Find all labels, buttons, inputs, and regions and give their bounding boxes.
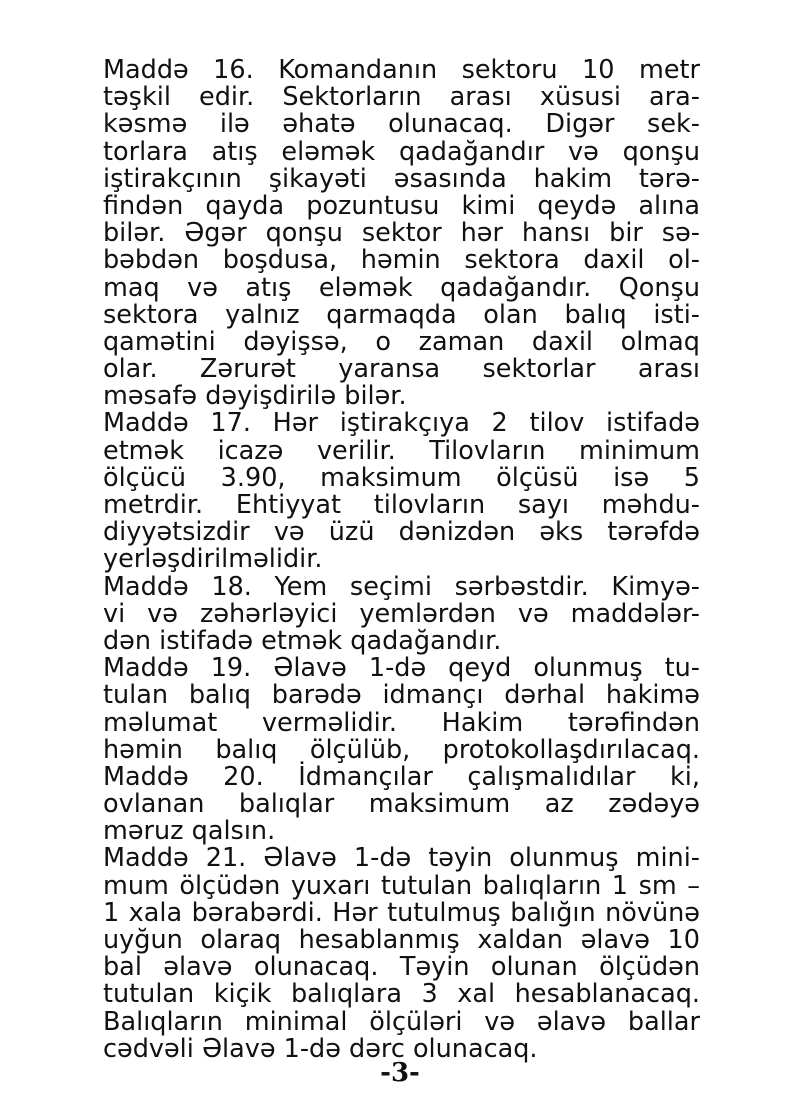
text-line: tulan balıq barədə idmançı dərhal hakimə	[103, 680, 700, 711]
text-line: torlara atış eləmək qadağandır və qonşu	[103, 136, 700, 167]
text-line: olar. Zərurət yaransa sektorlar arası	[103, 354, 700, 385]
text-line: uyğun olaraq hesablanmış xaldan əlavə 10	[103, 925, 700, 955]
text-line: yerləşdirilməlidir.	[103, 544, 323, 575]
text-line: vi və zəhərləyici yemlərdən və maddələr-	[103, 598, 700, 629]
text-line: qamətini dəyişsə, o zaman daxil olmaq	[103, 326, 700, 357]
text-line: mum ölçüdən yuxarı tutulan balıqların 1 sm –	[103, 870, 700, 901]
text-line: maq və atış eləmək qadağandır. Qonşu	[103, 272, 700, 303]
text-line: Maddə 16. Komandanın sektoru 10 metr	[103, 55, 700, 85]
text-line: iştirakçının şikayəti əsasında hakim tərə-	[103, 163, 700, 194]
text-line: ovlanan balıqlar maksimum az zədəyə	[103, 789, 700, 820]
text-line: Maddə 21. Əlavə 1-də təyin olunmuş mini-	[103, 843, 700, 874]
text-line: tutulan kiçik balıqlara 3 xal hesablanacaq.	[103, 979, 700, 1010]
text-line: məlumat verməlidir. Hakim tərəfindən	[103, 707, 700, 738]
text-line: həmin balıq ölçülüb, protokollaşdırılacaq.	[103, 734, 700, 765]
text-line: diyyətsizdir və üzü dənizdən əks tərəfdə	[103, 517, 700, 548]
page-number: -3-	[380, 1058, 420, 1088]
text-line: Maddə 19. Əlavə 1-də qeyd olunmuş tu-	[103, 653, 700, 684]
text-line: findən qayda pozuntusu kimi qeydə alına	[103, 190, 700, 221]
text-line: etmək icazə verilir. Tilovların minimum	[103, 435, 700, 466]
text-line: bal əlavə olunacaq. Təyin olunan ölçüdən	[103, 952, 700, 983]
text-line: məsafə dəyişdirilə bilər.	[103, 381, 407, 412]
text-line: metrdir. Ehtiyyat tilovların sayı məhdu-	[103, 490, 700, 520]
text-line: təşkil edir. Sektorların arası xüsusi ara-	[103, 82, 700, 113]
text-line: Balıqların minimal ölçüləri və əlavə ballar	[103, 1006, 700, 1037]
text-line: bilər. Əgər qonşu sektor hər hansı bir sə-	[103, 218, 700, 249]
text-line: dən istifadə etmək qadağandır.	[103, 625, 502, 656]
text-line: məruz qalsın.	[103, 816, 276, 847]
body-text	[103, 57, 700, 1063]
text-line: bəbdən boşdusa, həmin sektora daxil ol-	[103, 245, 700, 276]
text-line: Maddə 18. Yem seçimi sərbəstdir. Kimyə-	[103, 571, 700, 602]
text-line: Maddə 17. Hər iştirakçıya 2 tilov istifadə	[103, 408, 700, 439]
text-line: ölçücü 3.90, maksimum ölçüsü isə 5	[103, 462, 700, 493]
text-line: kəsmə ilə əhatə olunacaq. Digər sek-	[103, 109, 700, 140]
text-line: 1 xala bərabərdi. Hər tutulmuş balığın növünə	[103, 897, 700, 928]
text-line: Maddə 20. İdmançılar çalışmalıdılar ki,	[103, 761, 700, 792]
text-line: sektora yalnız qarmaqda olan balıq isti-	[103, 299, 700, 330]
text-line: cədvəli Əlavə 1-də dərc olunacaq.	[103, 1033, 538, 1064]
